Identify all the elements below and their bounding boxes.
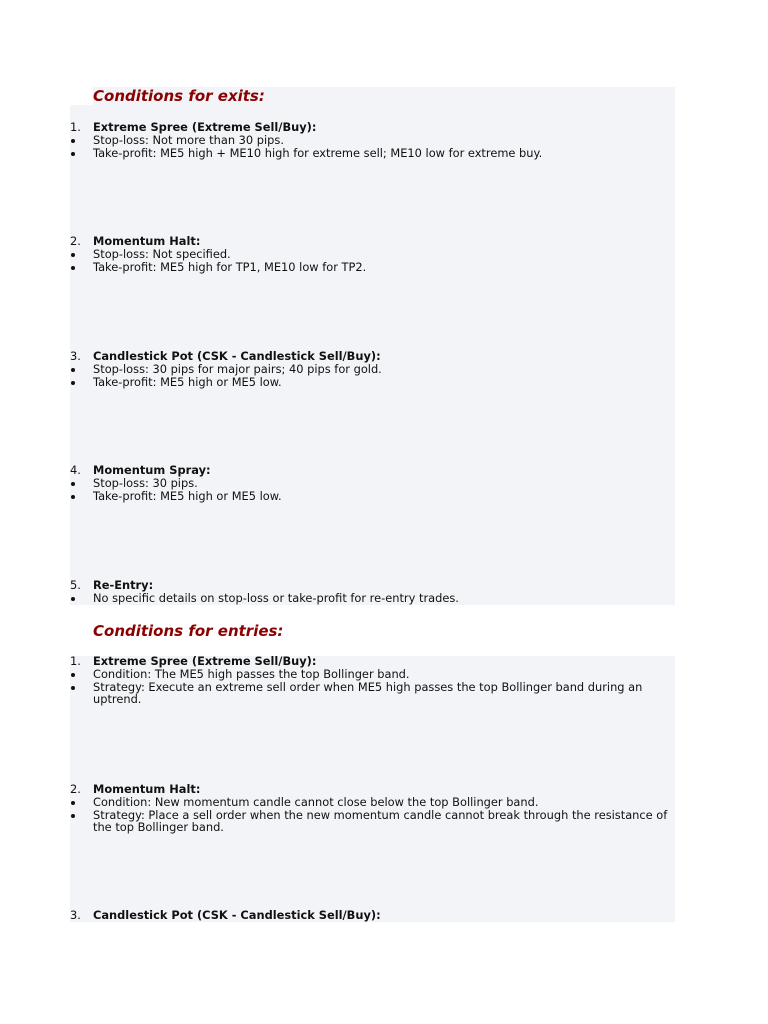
exits-panel [93,87,675,605]
exit-item-5 [70,579,670,605]
list-item: Take-profit: ME5 high for TP1, ME10 low for TP2. [70,261,670,274]
entry-item-3-number: 3. [70,908,81,922]
list-item: Stop-loss: Not more than 30 pips. [70,134,670,147]
entry-item-3-title: Candlestick Pot (CSK - Candlestick Sell/Buy): [93,908,381,922]
entry-item-3 [70,909,670,922]
entry-item-1-number: 1. [70,654,81,668]
list-item: Take-profit: ME5 high or ME5 low. [70,376,670,389]
list-item: Stop-loss: Not specified. [70,248,670,261]
exit-item-2 [70,235,670,273]
exit-item-2-bullets [70,248,670,274]
exit-item-2-number: 2. [70,234,81,248]
list-item: Condition: The ME5 high passes the top Bollinger band. [70,668,670,681]
entry-item-1-bullets [70,668,670,706]
exit-item-3 [70,350,670,388]
exit-item-4 [70,464,670,502]
exit-item-5-title: Re-Entry: [93,578,154,592]
list-item: Condition: New momentum candle cannot close below the top Bollinger band. [70,796,670,809]
entries-heading: Conditions for entries: [93,622,284,640]
entry-item-2-bullets [70,796,670,834]
list-item: Strategy: Place a sell order when the new momentum candle cannot break through the resistance of the top Bollinger band. [70,809,670,835]
exit-item-2-title: Momentum Halt: [93,234,201,248]
exit-item-5-bullets [70,592,670,605]
exit-item-1-title: Extreme Spree (Extreme Sell/Buy): [93,120,317,134]
list-item: No specific details on stop-loss or take-profit for re-entry trades. [70,592,670,605]
list-item: Strategy: Execute an extreme sell order when ME5 high passes the top Bollinger band during an uptrend. [70,681,670,707]
list-item: Take-profit: ME5 high or ME5 low. [70,490,670,503]
exit-item-1-number: 1. [70,120,81,134]
entry-item-1 [70,655,670,706]
entry-item-2-number: 2. [70,782,81,796]
exit-item-4-number: 4. [70,463,81,477]
list-item: Stop-loss: 30 pips. [70,477,670,490]
exit-item-1-bullets [70,134,670,160]
exit-item-4-bullets [70,477,670,503]
exit-item-3-number: 3. [70,349,81,363]
exit-item-4-title: Momentum Spray: [93,463,211,477]
entry-item-1-title: Extreme Spree (Extreme Sell/Buy): [93,654,317,668]
list-item: Stop-loss: 30 pips for major pairs; 40 pips for gold. [70,363,670,376]
exits-heading: Conditions for exits: [93,87,265,105]
exit-item-3-title: Candlestick Pot (CSK - Candlestick Sell/Buy): [93,349,381,363]
exit-item-5-number: 5. [70,578,81,592]
entry-item-2 [70,783,670,834]
list-item: Take-profit: ME5 high + ME10 high for extreme sell; ME10 low for extreme buy. [70,147,670,160]
exit-item-1 [70,121,670,159]
exit-item-3-bullets [70,363,670,389]
entry-item-2-title: Momentum Halt: [93,782,201,796]
